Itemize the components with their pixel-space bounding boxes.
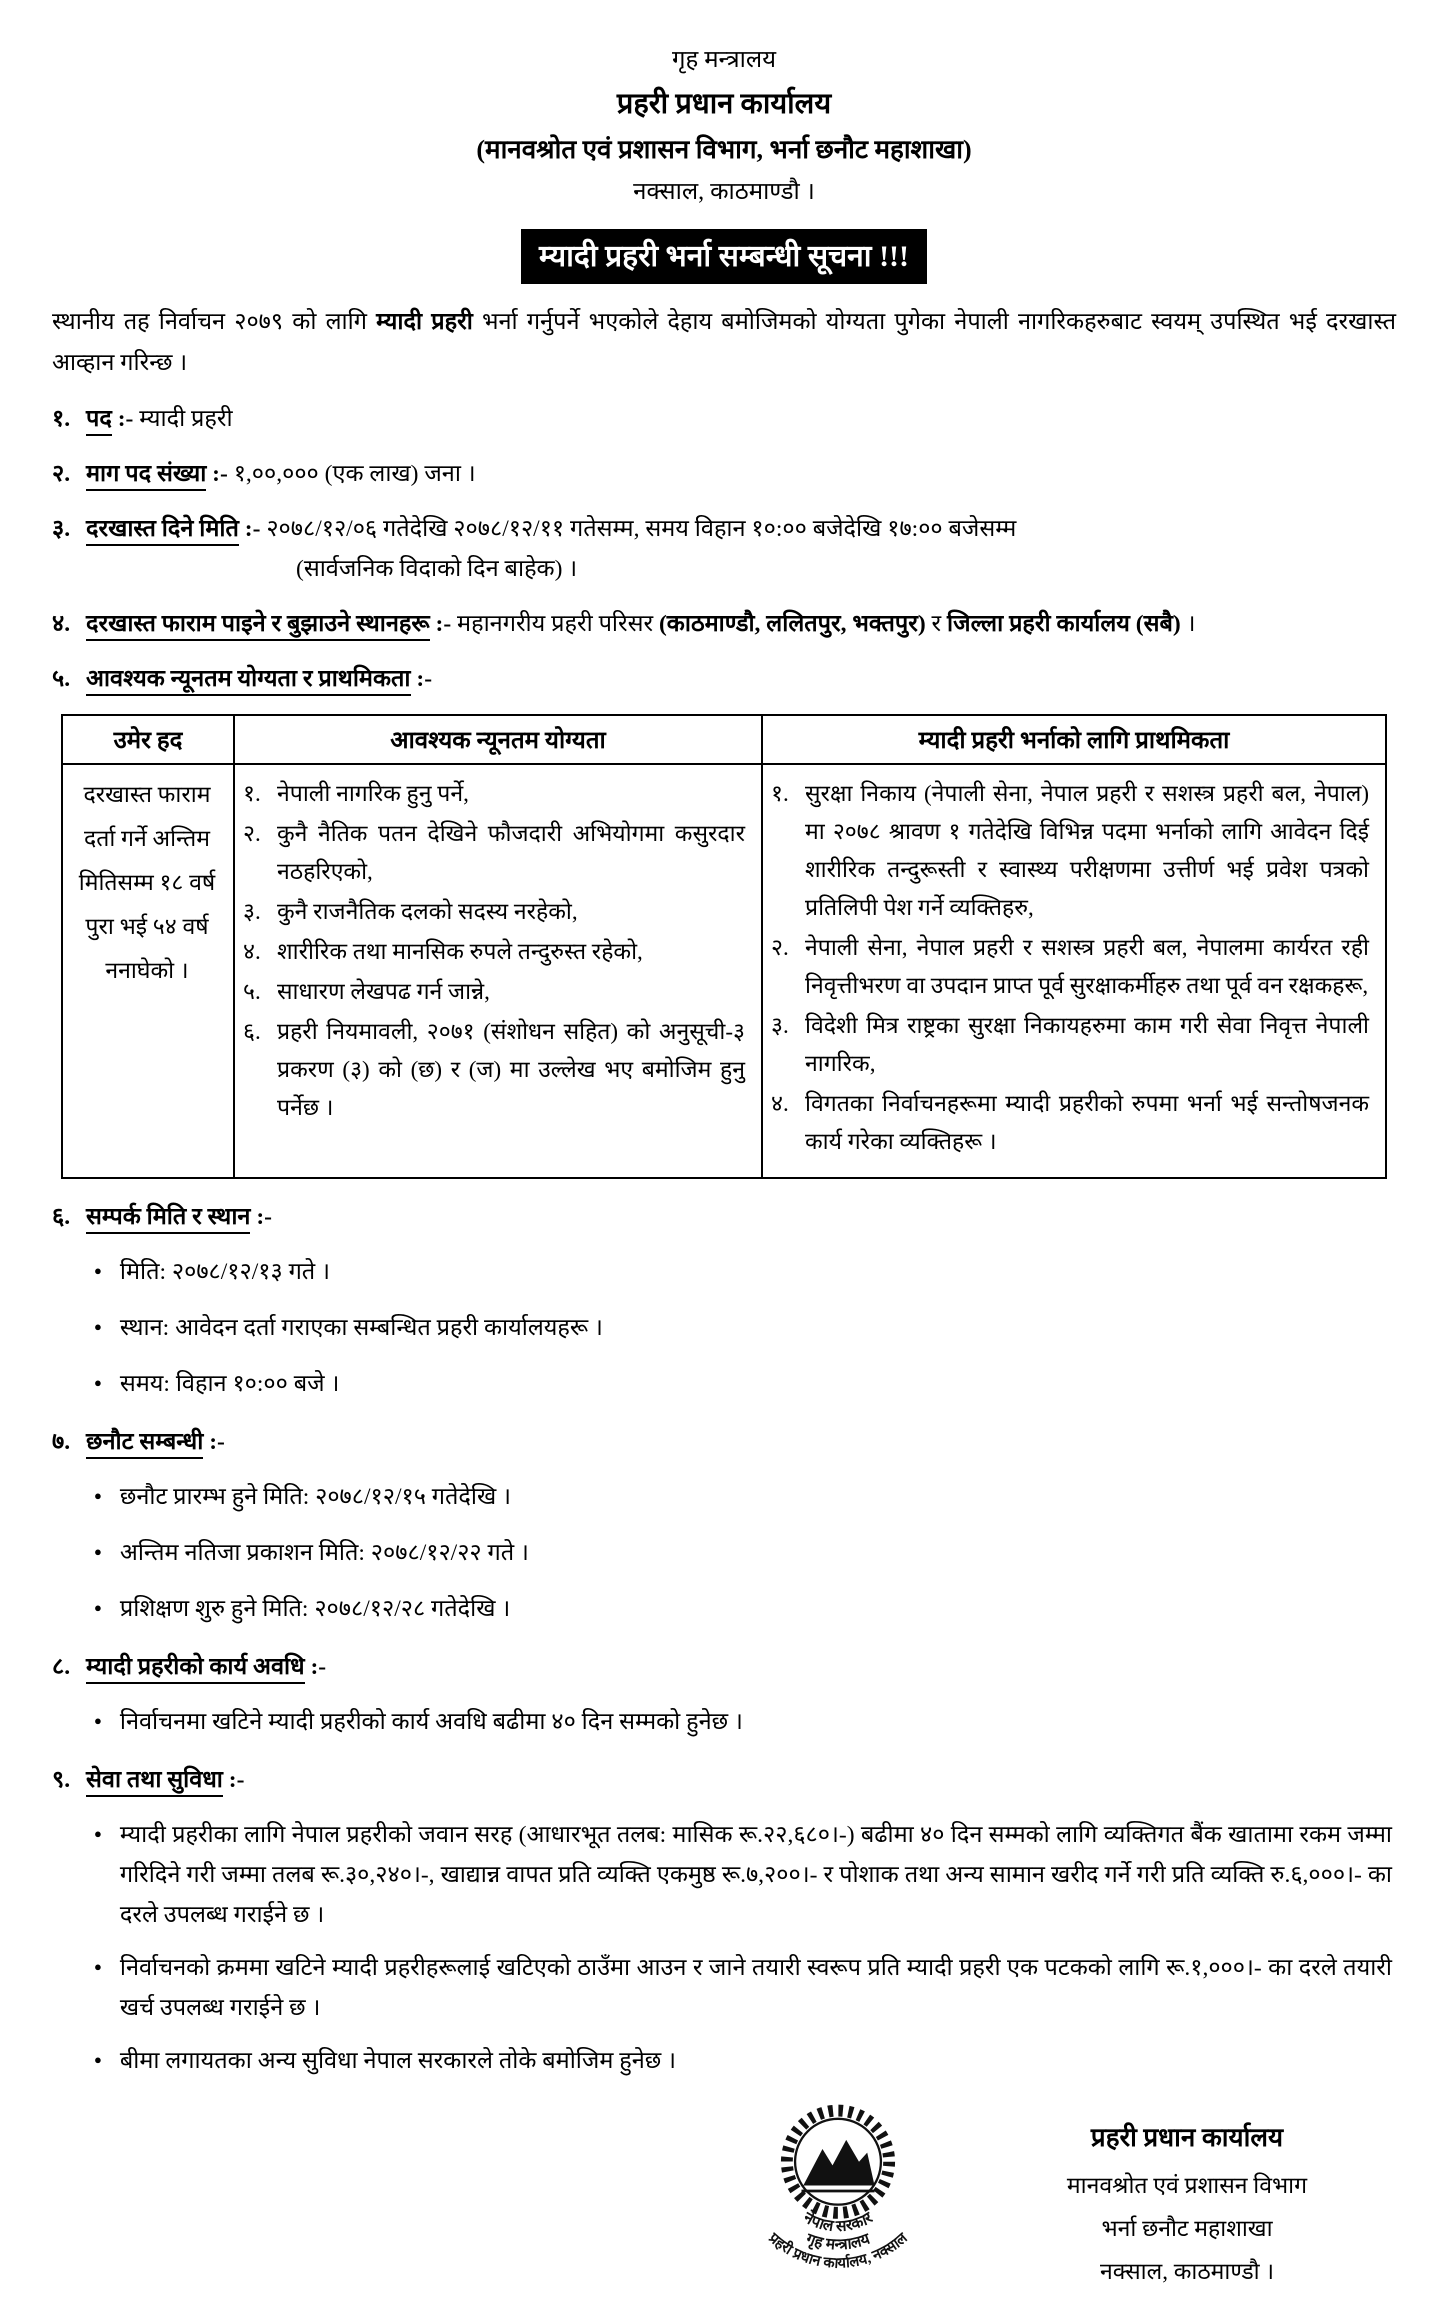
table-header-qualification: आवश्यक न्यूनतम योग्यता bbox=[234, 715, 762, 764]
item-label: सेवा तथा सुविधा bbox=[86, 1767, 223, 1797]
item-separator: :- bbox=[228, 1767, 245, 1793]
qualification-text: नेपाली नागरिक हुनु पर्ने, bbox=[277, 781, 469, 806]
item-number: ४. bbox=[52, 611, 71, 637]
qualification-num: ५. bbox=[243, 979, 261, 1004]
item-label: आवश्यक न्यूनतम योग्यता र प्राथमिकता bbox=[86, 666, 411, 696]
item-text-2: र bbox=[925, 611, 948, 637]
item-number: ५. bbox=[52, 666, 71, 692]
seal-arc-bottom: प्रहरी प्रधान कार्यालय, नक्साल bbox=[765, 2230, 911, 2272]
intro-part2: भर्ना गर्नुपर्ने भएकोले देहाय बमोजिमको योग्यता पुगेका नेपाली नागरिकहरुबाट स्वयम् उपस्थित भई दरखास्त आव्हान गरिन्छ । bbox=[52, 309, 1396, 376]
benefits-bullet bbox=[94, 2041, 1396, 2084]
selection-bullet bbox=[94, 1533, 1396, 1576]
item-number: ९. bbox=[52, 1767, 71, 1793]
list-item-benefits bbox=[52, 1760, 1396, 1800]
header-address: नक्साल, काठमाण्डौ । bbox=[633, 179, 815, 205]
item-separator: :- bbox=[209, 1429, 225, 1455]
priority-num: १. bbox=[771, 781, 789, 806]
qualification-num: ६. bbox=[243, 1019, 261, 1044]
benefits-bullet bbox=[94, 1948, 1396, 2028]
footer-address: नक्साल, काठमाण्डौ । bbox=[1099, 2259, 1275, 2284]
qualification-item bbox=[243, 973, 751, 1011]
item-separator: :- bbox=[256, 1204, 272, 1230]
notice-title-wrap bbox=[52, 229, 1396, 284]
item-separator: :- bbox=[416, 666, 433, 692]
list-item-application-dates bbox=[52, 509, 1396, 589]
bullet-text: ● निर्वाचनमा खटिने म्यादी प्रहरीको कार्य अवधि बढीमा ४० दिन सम्मको हुनेछ । bbox=[119, 1709, 743, 1735]
qualification-item bbox=[243, 775, 751, 813]
item-number: २. bbox=[52, 461, 71, 487]
priority-text: नेपाली सेना, नेपाल प्रहरी र सशस्त्र प्रहरी बल, नेपालमा कार्यरत रही निवृत्तीभरण वा उपदान प्राप्त पूर्व सुरक्षाकर्मीहरु तथा पूर्व वन रक्षकहरू, bbox=[805, 935, 1369, 998]
priority-item bbox=[771, 775, 1375, 927]
item-number: १. bbox=[52, 406, 71, 432]
bullet-text: ● बीमा लगायतका अन्य सुविधा नेपाल सरकारले तोके बमोजिम हुनेछ । bbox=[119, 2048, 677, 2074]
priority-text: विदेशी मित्र राष्ट्रका सुरक्षा निकायहरुमा काम गरी सेवा निवृत्त नेपाली नागरिक, bbox=[805, 1013, 1369, 1076]
item-label: दरखास्त दिने मिति bbox=[86, 516, 239, 546]
qualification-item bbox=[243, 815, 751, 891]
nepal-police-seal bbox=[728, 2096, 948, 2311]
item-text: २०७८/१२/०६ गतेदेखि २०७८/१२/११ गतेसम्म, समय विहान १०:०० बजेदेखि १७:०० बजेसम्म bbox=[266, 516, 1017, 542]
list-item-selection bbox=[52, 1422, 1396, 1462]
qualification-text: प्रहरी नियमावली, २०७१ (संशोधन सहित) को अनुसूची-३ प्रकरण (३) को (छ) र (ज) मा उल्लेख भए बमोजिम हुनु पर्नेछ । bbox=[277, 1019, 745, 1120]
bullet-text: ● म्यादी प्रहरीका लागि नेपाल प्रहरीको जवान सरह (आधारभूत तलब: मासिक रू.२२,६८०।-) बढीमा ४० दिन सम्मको लागि व्यक्तिगत बैंक खातामा रकम जम्मा गरिदिने गरी जम्मा तलब रू.३०,२४०।-, खाद्यान्न वापत प्रति व्यक्ति एकमुष्ठ रू.७,२००।- र पोशाक तथा अन्य सामान खरीद गर्ने गरी प्रति व्यक्ति रु.६,०००।- का दरले उपलब्ध गराईने छ । bbox=[119, 1822, 1392, 1928]
qualification-num: २. bbox=[243, 821, 261, 846]
item-number: ८. bbox=[52, 1654, 71, 1680]
contact-bullet bbox=[94, 1308, 1396, 1351]
qualification-table bbox=[61, 714, 1387, 1179]
priority-num: ३. bbox=[771, 1013, 789, 1038]
item-label: म्यादी प्रहरीको कार्य अवधि bbox=[86, 1654, 305, 1684]
document-footer bbox=[52, 2098, 1396, 2304]
table-cell-qualifications bbox=[234, 764, 762, 1178]
qualification-num: ३. bbox=[243, 899, 261, 924]
qualification-num: ४. bbox=[243, 939, 261, 964]
table-cell-priorities bbox=[762, 764, 1386, 1178]
priority-item bbox=[771, 1085, 1375, 1161]
item-text-1: महानगरीय प्रहरी परिसर bbox=[457, 611, 659, 637]
bullet-text: ● स्थान: आवेदन दर्ता गराएका सम्बन्धित प्रहरी कार्यालयहरू । bbox=[119, 1315, 603, 1341]
item-separator: :- bbox=[435, 611, 452, 637]
list-item-application-places bbox=[52, 604, 1396, 644]
item-separator: :- bbox=[244, 516, 261, 542]
seal-arc-top: नेपाल सरकार bbox=[800, 2209, 876, 2236]
table-body-row bbox=[62, 764, 1386, 1178]
selection-bullet bbox=[94, 1589, 1396, 1632]
item-separator: :- bbox=[212, 461, 228, 487]
item-text-3: । bbox=[1180, 611, 1196, 637]
bullet-text: ● छनौट प्रारम्भ हुने मिति: २०७८/१२/१५ गतेदेखि । bbox=[119, 1484, 512, 1510]
item-label: छनौट सम्बन्धी bbox=[86, 1429, 203, 1459]
bullet-text: ● प्रशिक्षण शुरु हुने मिति: २०७८/१२/२८ गतेदेखि । bbox=[119, 1596, 511, 1622]
item-separator: :- bbox=[117, 406, 134, 432]
table-header-age: उमेर हद bbox=[62, 715, 234, 764]
police-emblem-icon bbox=[728, 2096, 948, 2306]
footer-department: मानवश्रोत एवं प्रशासन विभाग bbox=[1066, 2173, 1308, 2198]
intro-part1: स्थानीय तह निर्वाचन २०७९ को लागि bbox=[52, 309, 377, 335]
bullet-text: ● अन्तिम नतिजा प्रकाशन मिति: २०७८/१२/२२ गते । bbox=[119, 1540, 529, 1566]
notice-title: म्यादी प्रहरी भर्ना सम्बन्धी सूचना !!! bbox=[521, 229, 927, 284]
priority-num: ४. bbox=[771, 1091, 789, 1116]
item-bold-2: जिल्ला प्रहरी कार्यालय (सबै) bbox=[947, 611, 1181, 637]
list-item-qualifications-heading bbox=[52, 659, 1396, 699]
duration-bullet bbox=[94, 1702, 1396, 1745]
bullet-text: ● समय: विहान १०:०० बजे । bbox=[119, 1371, 340, 1397]
seal-arc-mid: गृह मन्त्रालय bbox=[803, 2230, 873, 2254]
qualification-item bbox=[243, 933, 751, 971]
qualification-item bbox=[243, 1013, 751, 1127]
item-number: ६. bbox=[52, 1204, 71, 1230]
item-label: पद bbox=[86, 406, 112, 436]
table-header-row bbox=[62, 715, 1386, 764]
qualification-text: शारीरिक तथा मानसिक रुपले तन्दुरुस्त रहेको, bbox=[277, 939, 643, 964]
item-text: १,००,००० (एक लाख) जना । bbox=[233, 461, 476, 487]
contact-bullet bbox=[94, 1364, 1396, 1407]
item-text: म्यादी प्रहरी bbox=[139, 406, 233, 432]
contact-bullet bbox=[94, 1252, 1396, 1295]
document-header bbox=[52, 42, 1396, 207]
priority-item bbox=[771, 1007, 1375, 1083]
header-office: प्रहरी प्रधान कार्यालय bbox=[616, 88, 832, 120]
qualification-num: १. bbox=[243, 781, 261, 806]
qualification-text: कुनै नैतिक पतन देखिने फौजदारी अभियोगमा कसुरदार नठहरिएको, bbox=[277, 821, 745, 884]
header-ministry: गृह मन्त्रालय bbox=[671, 47, 777, 73]
priority-item bbox=[771, 929, 1375, 1005]
list-item-duration bbox=[52, 1647, 1396, 1687]
header-department: (मानवश्रोत एवं प्रशासन विभाग, भर्ना छनौट महाशाखा) bbox=[476, 135, 972, 164]
priority-text: विगतका निर्वाचनहरूमा म्यादी प्रहरीको रुपमा भर्ना भई सन्तोषजनक कार्य गरेका व्यक्तिहरू । bbox=[805, 1091, 1369, 1154]
table-header-priority: म्यादी प्रहरी भर्नाको लागि प्राथमिकता bbox=[762, 715, 1386, 764]
list-item-post bbox=[52, 399, 1396, 439]
item-label: माग पद संख्या bbox=[86, 461, 206, 491]
item-separator: :- bbox=[310, 1654, 327, 1680]
footer-signature-block bbox=[1037, 2118, 1337, 2297]
intro-paragraph bbox=[52, 302, 1396, 384]
footer-section: भर्ना छनौट महाशाखा bbox=[1101, 2216, 1273, 2241]
list-item-contact bbox=[52, 1197, 1396, 1237]
item-label: सम्पर्क मिति र स्थान bbox=[86, 1204, 250, 1234]
item-bold-1: (काठमाण्डौ, ललितपुर, भक्तपुर) bbox=[658, 611, 926, 637]
priority-num: २. bbox=[771, 935, 789, 960]
qualification-text: साधारण लेखपढ गर्न जान्ने, bbox=[277, 979, 490, 1004]
bullet-text: ● मिति: २०७८/१२/१३ गते । bbox=[119, 1259, 330, 1285]
intro-bold: म्यादी प्रहरी bbox=[376, 309, 473, 335]
qualification-text: कुनै राजनैतिक दलको सदस्य नरहेको, bbox=[277, 899, 578, 924]
selection-bullet bbox=[94, 1477, 1396, 1520]
table-cell-age-limit: दरखास्त फाराम दर्ता गर्ने अन्तिम मितिसम्म १८ वर्ष पुरा भई ५४ वर्ष ननाघेको । bbox=[62, 764, 234, 1178]
item-label: दरखास्त फाराम पाइने र बुझाउने स्थानहरू bbox=[86, 611, 430, 641]
bullet-text: ● निर्वाचनको क्रममा खटिने म्यादी प्रहरीहरूलाई खटिएको ठाउँमा आउन र जाने तयारी स्वरूप प्रति म्यादी प्रहरी एक पटकको लागि रू.१,०००।- का दरले तयारी खर्च उपलब्ध गराईने छ । bbox=[119, 1955, 1392, 2021]
priority-text: सुरक्षा निकाय (नेपाली सेना, नेपाल प्रहरी र सशस्त्र प्रहरी बल, नेपाल) मा २०७८ श्रावण १ गतेदेखि विभिन्न पदमा भर्नाको लागि आवेदन दिई शारीरिक तन्दुरूस्ती र स्वास्थ्य परीक्षणमा उत्तीर्ण भई प्रवेश पत्रको प्रतिलिपी पेश गर्ने व्यक्तिहरु, bbox=[805, 781, 1369, 920]
benefits-bullet bbox=[94, 1815, 1396, 1935]
item-number: ७. bbox=[52, 1429, 71, 1455]
footer-office: प्रहरी प्रधान कार्यालय bbox=[1090, 2123, 1284, 2152]
item-number: ३. bbox=[52, 516, 71, 542]
list-item-vacancies bbox=[52, 454, 1396, 494]
qualification-item bbox=[243, 893, 751, 931]
item-note: (सार्वजनिक विदाको दिन बाहेक) । bbox=[296, 556, 578, 582]
